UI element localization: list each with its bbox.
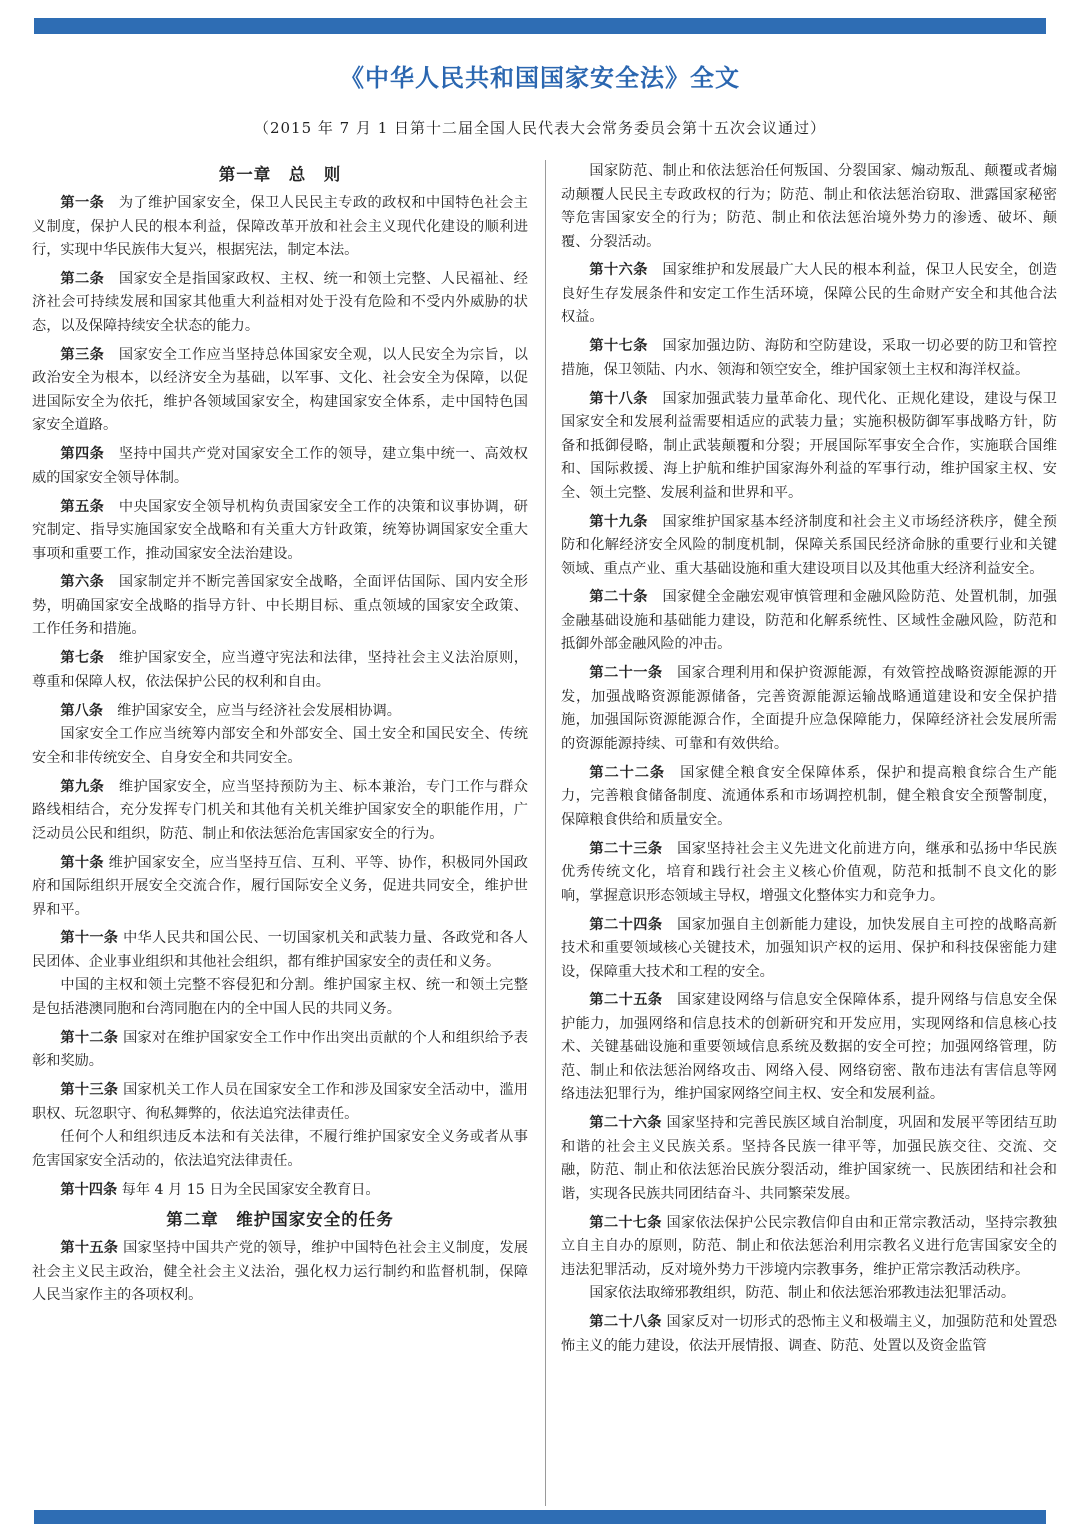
column-divider xyxy=(545,160,546,1506)
article xyxy=(561,989,1057,1107)
bottom-accent-bar xyxy=(34,1510,1046,1524)
right-column xyxy=(561,160,1057,1506)
article-text: 国家维护和发展最广大人民的根本利益，保卫人民安全，创造良好生存发展条件和安定工作生活环境，保障公民的生命财产安全和其他合法权益。 xyxy=(561,262,1057,326)
article-text: 国家对在维护国家安全工作中作出突出贡献的个人和组织给予表彰和奖励。 xyxy=(32,1029,528,1070)
article xyxy=(561,914,1057,985)
article xyxy=(561,1112,1057,1206)
article-label: 第七条 xyxy=(60,650,105,667)
article-text: 国家反对一切形式的恐怖主义和极端主义，加强防范和处置恐怖主义的能力建设，依法开展情报、调查、防范、处置以及资金监管 xyxy=(561,1314,1057,1354)
article-label: 第五条 xyxy=(60,498,105,515)
chapter-heading: 第一章 总 则 xyxy=(218,165,342,184)
article xyxy=(32,1027,528,1074)
article-paragraph: 国家依法取缔邪教组织，防范、制止和依法惩治邪教违法犯罪活动。 xyxy=(589,1285,1016,1302)
article-label: 第二十条 xyxy=(589,589,648,606)
chapter-heading: 第二章 维护国家安全的任务 xyxy=(166,1210,394,1230)
article xyxy=(32,1179,528,1203)
top-accent-bar xyxy=(34,18,1046,34)
article-text: 国家依法保护公民宗教信仰自由和正常宗教活动，坚持宗教独立自主自办的原则，防范、制止和依法惩治利用宗教名义进行危害国家安全的违法犯罪活动，反对境外势力干涉境内宗教事务，维护正常宗教活动秩序。 xyxy=(561,1214,1057,1278)
article-label: 第九条 xyxy=(60,778,105,795)
article xyxy=(32,1079,528,1126)
article xyxy=(32,344,528,438)
article xyxy=(32,496,528,567)
article xyxy=(561,762,1057,833)
document-title: 《中华人民共和国国家安全法》全文 xyxy=(340,64,740,92)
article xyxy=(561,838,1057,909)
article-label: 第六条 xyxy=(60,574,105,591)
article xyxy=(561,335,1057,382)
article xyxy=(32,1237,528,1308)
article-text: 中央国家安全领导机构负责国家安全工作的决策和议事协调，研究制定、指导实施国家安全战略和有关重大方针政策，统筹协调国家安全重大事项和重要工作，推动国家安全法治建设。 xyxy=(32,498,528,562)
article-label: 第十九条 xyxy=(589,513,648,530)
article-label: 第二十四条 xyxy=(589,916,663,933)
article-label: 第三条 xyxy=(60,346,105,363)
article-label: 第二十三条 xyxy=(589,840,663,857)
document-subtitle: （2015 年 7 月 1 日第十二届全国人民代表大会常务委员会第十五次会议通过） xyxy=(253,119,827,137)
article-label: 第十四条 xyxy=(60,1181,118,1198)
article-label: 第十七条 xyxy=(589,338,648,355)
article xyxy=(561,259,1057,330)
article-label: 第二十一条 xyxy=(589,665,663,682)
article xyxy=(561,511,1057,582)
article xyxy=(561,1212,1057,1283)
article-label: 第十五条 xyxy=(60,1240,119,1257)
article-text: 国家健全金融宏观审慎管理和金融风险防范、处置机制，加强金融基础设施和基础能力建设，防范和化解系统性、区域性金融风险，防范和抵御外部金融风险的冲击。 xyxy=(561,589,1057,653)
article-label: 第十六条 xyxy=(589,262,648,279)
article-text: 维护国家安全，应当与经济社会发展相协调。 xyxy=(102,702,401,719)
article-text: 国家加强武装力量革命化、现代化、正规化建设，建设与保卫国家安全和发展利益需要相适应的武装力量；实施积极防御军事战略方针，防备和抵御侵略，制止武装颠覆和分裂；开展国际军事安全合作，实施联合国维和、国际救援、海上护航和维护国家海外利益的军事行动，维护国家主权、安全、领土完整、发展利益和世界和平。 xyxy=(561,390,1057,501)
article-text: 国家坚持中国共产党的领导，维护中国特色社会主义制度，发展社会主义民主政治，健全社会主义法治，强化权力运行制约和监督机制，保障人民当家作主的各项权利。 xyxy=(32,1240,528,1304)
article xyxy=(32,571,528,642)
article-label: 第十八条 xyxy=(589,390,648,407)
article xyxy=(32,927,528,974)
article xyxy=(32,852,528,923)
article-label: 第二十二条 xyxy=(589,764,665,781)
article-text: 维护国家安全，应当遵守宪法和法律，坚持社会主义法治原则，尊重和保障人权，依法保护公民的权利和自由。 xyxy=(32,650,528,690)
article-text: 国家机关工作人员在国家安全工作和涉及国家安全活动中，滥用职权、玩忽职守、徇私舞弊的，依法追究法律责任。 xyxy=(32,1082,528,1122)
article xyxy=(561,586,1057,657)
article-text: 每年 4 月 15 日为全民国家安全教育日。 xyxy=(117,1181,380,1198)
article-label: 第一条 xyxy=(60,195,105,211)
article xyxy=(561,388,1057,506)
article-label: 第二十八条 xyxy=(589,1314,662,1331)
article xyxy=(561,1311,1057,1358)
left-column xyxy=(32,160,528,1506)
article xyxy=(32,443,528,490)
article-text: 国家坚持和完善民族区域自治制度，巩固和发展平等团结互助和谐的社会主义民族关系。坚持各民族一律平等，加强民族交往、交流、交融，防范、制止和依法惩治民族分裂活动，维护国家统一、民族团结和社会和谐，实现各民族共同团结奋斗、共同繁荣发展。 xyxy=(561,1115,1057,1202)
article-paragraph: 国家防范、制止和依法惩治任何叛国、分裂国家、煽动叛乱、颠覆或者煽动颠覆人民民主专政政权的行为；防范、制止和依法惩治窃取、泄露国家秘密等危害国家安全的行为；防范、制止和依法惩治境外势力的渗透、破坏、颠覆、分裂活动。 xyxy=(561,163,1057,250)
article-label: 第四条 xyxy=(60,446,105,463)
article xyxy=(32,192,528,263)
article-text: 国家安全工作应当坚持总体国家安全观，以人民安全为宗旨，以政治安全为根本，以经济安全为基础，以军事、文化、社会安全为保障，以促进国际安全为依托，维护各领域国家安全，构建国家安全体系，走中国特色国家安全道路。 xyxy=(32,346,528,434)
article-text: 国家维护国家基本经济制度和社会主义市场经济秩序，健全预防和化解经济安全风险的制度机制，保障关系国民经济命脉的重要行业和关键领域、重点产业、重大基础设施和重大建设项目以及其他重大经济利益安全。 xyxy=(561,513,1057,577)
article-label: 第二十七条 xyxy=(589,1214,662,1231)
article-label: 第十一条 xyxy=(60,930,119,947)
article xyxy=(32,268,528,339)
article-text: 维护国家安全，应当坚持预防为主、标本兼治，专门工作与群众路线相结合，充分发挥专门机关和其他有关机关维护国家安全的职能作用，广泛动员公民和组织，防范、制止和依法惩治危害国家安全的行为。 xyxy=(32,778,528,842)
article-text: 国家制定并不断完善国家安全战略，全面评估国际、国内安全形势，明确国家安全战略的指导方针、中长期目标、重点领域的国家安全政策、工作任务和措施。 xyxy=(32,574,528,638)
article-paragraph: 中国的主权和领土完整不容侵犯和分割。维护国家主权、统一和领土完整是包括港澳同胞和台湾同胞在内的全中国人民的共同义务。 xyxy=(32,977,528,1017)
article xyxy=(561,662,1057,756)
article-label: 第二十六条 xyxy=(589,1115,662,1132)
article-label: 第十条 xyxy=(60,854,104,871)
article xyxy=(32,700,528,724)
article-label: 第十二条 xyxy=(60,1029,119,1046)
article-text: 维护国家安全，应当坚持互信、互利、平等、协作，积极同外国政府和国际组织开展安全交流合作，履行国际安全义务，促进共同安全，维护世界和平。 xyxy=(32,854,528,918)
article-text: 坚持中国共产党对国家安全工作的领导，建立集中统一、高效权威的国家安全领导体制。 xyxy=(32,446,528,486)
article-text: 国家坚持社会主义先进文化前进方向，继承和弘扬中华民族优秀传统文化，培育和践行社会主义核心价值观，防范和抵制不良文化的影响，掌握意识形态领域主导权，增强文化整体实力和竞争力。 xyxy=(561,840,1057,904)
article-text: 国家合理利用和保护资源能源，有效管控战略资源能源的开发，加强战略资源能源储备，完善资源能源运输战略通道建设和安全保护措施，加强国际资源能源合作，全面提升应急保障能力，保障经济社会发展所需的资源能源持续、可靠和有效供给。 xyxy=(561,665,1057,752)
article-text: 中华人民共和国公民、一切国家机关和武装力量、各政党和各人民团体、企业事业组织和其他社会组织，都有维护国家安全的责任和义务。 xyxy=(32,930,528,970)
article-text: 国家加强自主创新能力建设，加快发展自主可控的战略高新技术和重要领域核心关键技术，加强知识产权的运用、保护和科技保密能力建设，保障重大技术和工程的安全。 xyxy=(561,916,1057,980)
article-label: 第二条 xyxy=(60,270,105,287)
article-text: 国家安全是指国家政权、主权、统一和领土完整、人民福祉、经济社会可持续发展和国家其他重大利益相对处于没有危险和不受内外威胁的状态，以及保障持续安全状态的能力。 xyxy=(32,270,528,334)
article-label: 第十三条 xyxy=(60,1082,119,1099)
article xyxy=(32,647,528,694)
article-text: 国家建设网络与信息安全保障体系，提升网络与信息安全保护能力，加强网络和信息技术的创新研究和开发应用，实现网络和信息核心技术、关键基础设施和重要领域信息系统及数据的安全可控；加强网络管理，防范、制止和依法惩治网络攻击、网络入侵、网络窃密、散布违法有害信息等网络违法犯罪行为，维护国家网络空间主权、安全和发展利益。 xyxy=(561,992,1057,1103)
article-paragraph: 任何个人和组织违反本法和有关法律，不履行维护国家安全义务或者从事危害国家安全活动的，依法追究法律责任。 xyxy=(32,1129,528,1169)
article xyxy=(32,776,528,847)
article-text: 为了维护国家安全，保卫人民民主专政的政权和中国特色社会主义制度，保护人民的根本利益，保障改革开放和社会主义现代化建设的顺利进行，实现中华民族伟大复兴，根据宪法，制定本法。 xyxy=(32,195,528,258)
article-text: 国家加强边防、海防和空防建设，采取一切必要的防卫和管控措施，保卫领陆、内水、领海和领空安全，维护国家领土主权和海洋权益。 xyxy=(561,338,1057,378)
article-text: 国家健全粮食安全保障体系，保护和提高粮食综合生产能力，完善粮食储备制度、流通体系和市场调控机制，健全粮食安全预警制度，保障粮食供给和质量安全。 xyxy=(561,764,1057,828)
article-label: 第八条 xyxy=(60,702,103,719)
article-paragraph: 国家安全工作应当统筹内部安全和外部安全、国土安全和国民安全、传统安全和非传统安全、自身安全和共同安全。 xyxy=(32,726,528,766)
article-label: 第二十五条 xyxy=(589,992,663,1009)
